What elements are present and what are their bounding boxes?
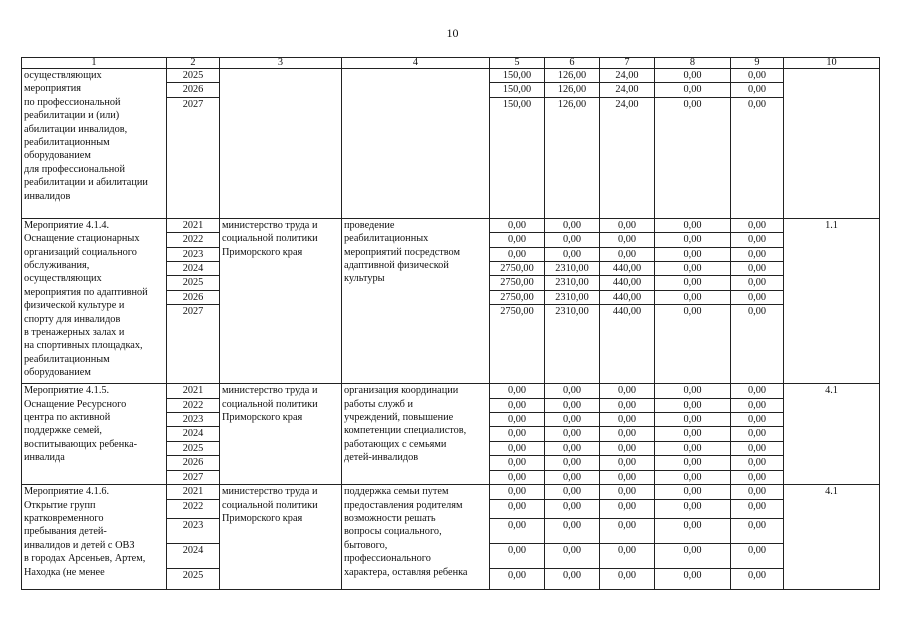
value-cell: 0,00	[490, 247, 545, 261]
value-cell: 0,00	[655, 384, 731, 398]
value-cell: 0,00	[731, 543, 784, 568]
value-cell: 0,00	[545, 247, 600, 261]
indicator-cell: 4.1	[784, 485, 880, 589]
year-cell: 2027	[167, 97, 220, 218]
column-number: 8	[655, 58, 731, 69]
value-cell: 440,00	[600, 276, 655, 290]
value-cell: 0,00	[655, 456, 731, 470]
value-cell: 0,00	[655, 499, 731, 518]
value-cell: 0,00	[731, 262, 784, 276]
value-cell: 0,00	[545, 441, 600, 455]
value-cell: 0,00	[600, 485, 655, 499]
value-cell: 0,00	[655, 543, 731, 568]
value-cell: 0,00	[545, 398, 600, 412]
value-cell: 0,00	[545, 456, 600, 470]
value-cell: 150,00	[490, 83, 545, 97]
event-name-cell: Мероприятие 4.1.4. Оснащение стационарных организаций социального обслуживания, осуществляющих мероприятия по адаптивной физической культуре и спорту для инвалидов в тренажерных залах и на спортивных площадках, реабилитационным оборудованием	[22, 218, 167, 383]
value-cell: 0,00	[731, 427, 784, 441]
value-cell: 0,00	[545, 218, 600, 232]
year-cell: 2022	[167, 499, 220, 518]
table-row	[22, 69, 880, 83]
executor-cell: министерство труда и социальной политики Приморского края	[220, 384, 342, 485]
value-cell: 126,00	[545, 97, 600, 218]
value-cell: 0,00	[545, 485, 600, 499]
value-cell: 0,00	[490, 543, 545, 568]
value-cell: 0,00	[731, 441, 784, 455]
value-cell: 0,00	[655, 441, 731, 455]
year-cell: 2021	[167, 485, 220, 499]
year-cell: 2024	[167, 543, 220, 568]
value-cell: 0,00	[490, 427, 545, 441]
value-cell: 0,00	[731, 384, 784, 398]
value-cell: 0,00	[731, 276, 784, 290]
value-cell: 0,00	[655, 485, 731, 499]
year-cell: 2026	[167, 456, 220, 470]
year-cell: 2023	[167, 413, 220, 427]
column-number: 2	[167, 58, 220, 69]
year-cell: 2024	[167, 427, 220, 441]
value-cell: 0,00	[655, 247, 731, 261]
program-table	[21, 57, 880, 590]
result-cell	[342, 69, 490, 219]
value-cell: 0,00	[655, 470, 731, 484]
value-cell: 0,00	[545, 543, 600, 568]
table-row	[22, 485, 880, 499]
table-row	[22, 218, 880, 232]
value-cell: 0,00	[600, 470, 655, 484]
column-number: 9	[731, 58, 784, 69]
value-cell: 0,00	[655, 398, 731, 412]
value-cell: 0,00	[655, 97, 731, 218]
executor-cell: министерство труда и социальной политики Приморского края	[220, 218, 342, 383]
value-cell: 2310,00	[545, 276, 600, 290]
value-cell: 2750,00	[490, 290, 545, 304]
value-cell: 0,00	[490, 456, 545, 470]
year-cell: 2027	[167, 470, 220, 484]
year-cell: 2026	[167, 290, 220, 304]
value-cell: 0,00	[731, 485, 784, 499]
value-cell: 440,00	[600, 305, 655, 384]
column-number-row	[22, 58, 880, 69]
column-number: 6	[545, 58, 600, 69]
value-cell: 0,00	[731, 518, 784, 543]
value-cell: 0,00	[655, 305, 731, 384]
value-cell: 2750,00	[490, 276, 545, 290]
value-cell: 24,00	[600, 97, 655, 218]
value-cell: 2750,00	[490, 305, 545, 384]
value-cell: 0,00	[600, 427, 655, 441]
value-cell: 0,00	[600, 218, 655, 232]
value-cell: 0,00	[600, 518, 655, 543]
value-cell: 0,00	[490, 233, 545, 247]
value-cell: 0,00	[600, 384, 655, 398]
value-cell: 0,00	[655, 262, 731, 276]
value-cell: 0,00	[490, 384, 545, 398]
column-number: 3	[220, 58, 342, 69]
page-number: 10	[446, 26, 459, 40]
value-cell: 0,00	[731, 305, 784, 384]
table-row	[22, 384, 880, 398]
year-cell: 2022	[167, 398, 220, 412]
value-cell: 0,00	[731, 456, 784, 470]
value-cell: 0,00	[545, 384, 600, 398]
year-cell: 2026	[167, 83, 220, 97]
value-cell: 126,00	[545, 83, 600, 97]
value-cell: 2310,00	[545, 262, 600, 276]
event-name-cell: Мероприятие 4.1.6. Открытие групп кратковременного пребывания детей- инвалидов и детей с ОВЗ в городах Арсеньев, Артем, Находка (не менее	[22, 485, 167, 589]
value-cell: 0,00	[731, 470, 784, 484]
value-cell: 0,00	[490, 398, 545, 412]
value-cell: 0,00	[731, 290, 784, 304]
value-cell: 0,00	[490, 441, 545, 455]
value-cell: 0,00	[490, 568, 545, 589]
year-cell: 2027	[167, 305, 220, 384]
value-cell: 0,00	[545, 568, 600, 589]
result-cell: организация координации работы служб и учреждений, повышение компетенции специалистов, работающих с семьями детей-инвалидов	[342, 384, 490, 485]
value-cell: 0,00	[600, 233, 655, 247]
column-number: 4	[342, 58, 490, 69]
year-cell: 2025	[167, 69, 220, 83]
value-cell: 0,00	[731, 413, 784, 427]
value-cell: 126,00	[545, 69, 600, 83]
value-cell: 440,00	[600, 290, 655, 304]
value-cell: 0,00	[545, 413, 600, 427]
value-cell: 0,00	[600, 499, 655, 518]
value-cell: 0,00	[545, 518, 600, 543]
value-cell: 0,00	[655, 276, 731, 290]
value-cell: 0,00	[545, 233, 600, 247]
result-cell: поддержка семьи путем предоставления родителям возможности решать вопросы социального, бытового, профессионального характера, оставляя ребенка	[342, 485, 490, 589]
value-cell: 2750,00	[490, 262, 545, 276]
year-cell: 2024	[167, 262, 220, 276]
value-cell: 0,00	[731, 97, 784, 218]
value-cell: 0,00	[655, 233, 731, 247]
value-cell: 150,00	[490, 69, 545, 83]
executor-cell: министерство труда и социальной политики Приморского края	[220, 485, 342, 589]
value-cell: 0,00	[655, 518, 731, 543]
value-cell: 0,00	[545, 427, 600, 441]
value-cell: 0,00	[731, 83, 784, 97]
value-cell: 0,00	[490, 218, 545, 232]
value-cell: 0,00	[600, 441, 655, 455]
column-number: 7	[600, 58, 655, 69]
value-cell: 0,00	[600, 568, 655, 589]
value-cell: 24,00	[600, 83, 655, 97]
value-cell: 0,00	[545, 470, 600, 484]
value-cell: 0,00	[600, 247, 655, 261]
value-cell: 2310,00	[545, 305, 600, 384]
value-cell: 0,00	[490, 518, 545, 543]
value-cell: 0,00	[490, 413, 545, 427]
year-cell: 2025	[167, 568, 220, 589]
value-cell: 24,00	[600, 69, 655, 83]
value-cell: 150,00	[490, 97, 545, 218]
year-cell: 2025	[167, 276, 220, 290]
table-body	[22, 58, 880, 590]
result-cell: проведение реабилитационных мероприятий посредством адаптивной физической культуры	[342, 218, 490, 383]
year-cell: 2021	[167, 384, 220, 398]
event-name-cell: осуществляющих мероприятия по профессиональной реабилитации и (или) абилитации инвалидов, реабилитационным оборудованием для профессиональной реабилитации и абилитации инвалидов	[22, 69, 167, 219]
value-cell: 0,00	[600, 543, 655, 568]
indicator-cell: 1.1	[784, 218, 880, 383]
year-cell: 2025	[167, 441, 220, 455]
indicator-cell: 4.1	[784, 384, 880, 485]
value-cell: 0,00	[731, 398, 784, 412]
year-cell: 2022	[167, 233, 220, 247]
value-cell: 0,00	[655, 83, 731, 97]
value-cell: 0,00	[655, 290, 731, 304]
column-number: 5	[490, 58, 545, 69]
value-cell: 0,00	[731, 233, 784, 247]
year-cell: 2023	[167, 518, 220, 543]
value-cell: 0,00	[731, 568, 784, 589]
value-cell: 2310,00	[545, 290, 600, 304]
value-cell: 0,00	[731, 218, 784, 232]
value-cell: 440,00	[600, 262, 655, 276]
value-cell: 0,00	[655, 218, 731, 232]
value-cell: 0,00	[655, 427, 731, 441]
year-cell: 2023	[167, 247, 220, 261]
value-cell: 0,00	[655, 69, 731, 83]
indicator-cell	[784, 69, 880, 219]
value-cell: 0,00	[655, 413, 731, 427]
year-cell: 2021	[167, 218, 220, 232]
column-number: 10	[784, 58, 880, 69]
executor-cell	[220, 69, 342, 219]
value-cell: 0,00	[600, 398, 655, 412]
value-cell: 0,00	[490, 499, 545, 518]
value-cell: 0,00	[600, 413, 655, 427]
value-cell: 0,00	[600, 456, 655, 470]
value-cell: 0,00	[490, 485, 545, 499]
event-name-cell: Мероприятие 4.1.5. Оснащение Ресурсного центра по активной поддержке семей, воспитывающих ребенка- инвалида	[22, 384, 167, 485]
value-cell: 0,00	[490, 470, 545, 484]
value-cell: 0,00	[545, 499, 600, 518]
value-cell: 0,00	[731, 247, 784, 261]
value-cell: 0,00	[731, 499, 784, 518]
value-cell: 0,00	[655, 568, 731, 589]
column-number: 1	[22, 58, 167, 69]
value-cell: 0,00	[731, 69, 784, 83]
